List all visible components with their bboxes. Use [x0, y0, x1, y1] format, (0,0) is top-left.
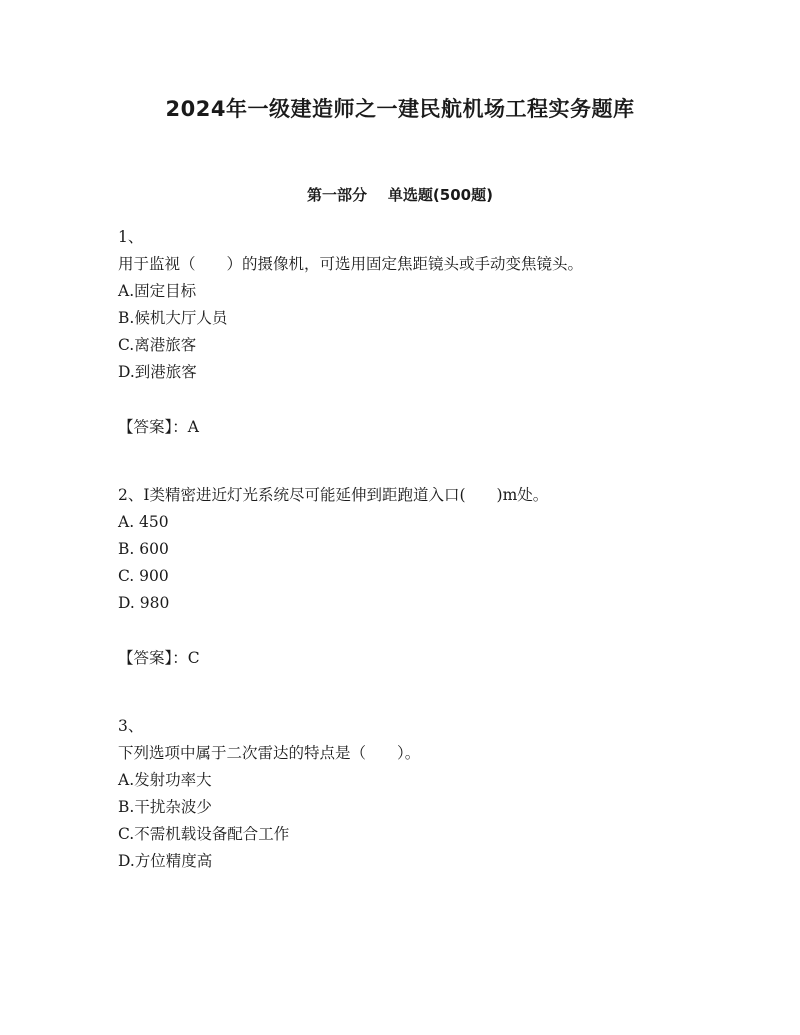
answer-line: 【答案】：A [118, 418, 199, 436]
document-title: 2024年一级建造师之一建民航机场工程实务题库 [165, 97, 635, 121]
option-c: C.不需机载设备配合工作 [118, 825, 290, 843]
option-c: C.离港旅客 [118, 336, 197, 354]
option-a: A.固定目标 [118, 282, 197, 300]
question-number: 1、 [118, 228, 144, 246]
option-b: B. 600 [118, 540, 169, 558]
option-d: D.到港旅客 [118, 363, 197, 381]
option-b: B.候机大厅人员 [118, 309, 228, 327]
answer-line: 【答案】：C [118, 649, 200, 667]
question-number: 3、 [118, 717, 144, 735]
option-a: A.发射功率大 [118, 771, 212, 789]
option-c: C. 900 [118, 567, 169, 585]
option-d: D. 980 [118, 594, 170, 612]
question-stem: 下列选项中属于二次雷达的特点是（ ）。 [118, 744, 421, 762]
question-stem: 2、Ⅰ类精密进近灯光系统尽可能延伸到距跑道入口( )m处。 [118, 486, 549, 504]
question-stem: 用于监视（ ）的摄像机，可选用固定焦距镜头或手动变焦镜头。 [118, 255, 584, 273]
option-d: D.方位精度高 [118, 852, 213, 870]
option-a: A. 450 [118, 513, 169, 531]
option-b: B.干扰杂波少 [118, 798, 212, 816]
section-title: 第一部分 单选题(500题) [307, 186, 493, 204]
